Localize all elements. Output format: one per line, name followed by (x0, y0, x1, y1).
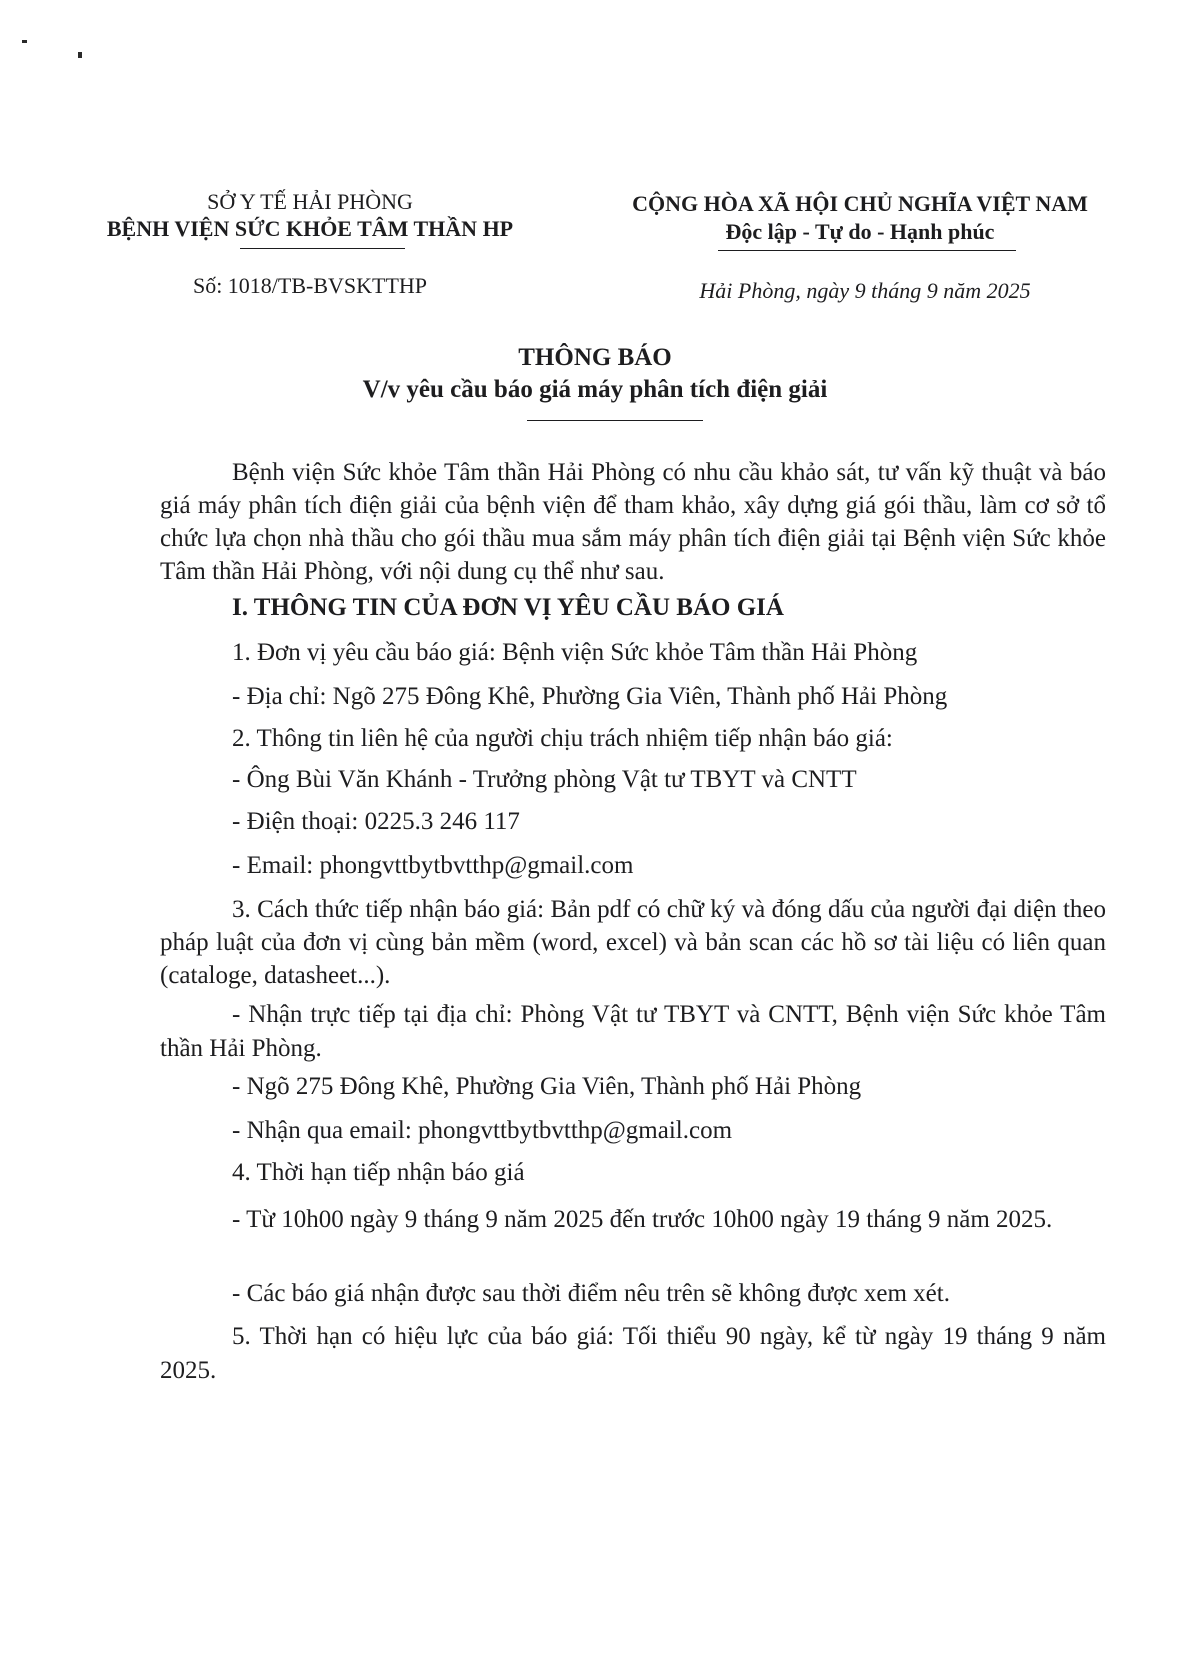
notice-subject: V/v yêu cầu báo giá máy phân tích điện giải (362, 376, 828, 403)
section-1-heading: I. THÔNG TIN CỦA ĐƠN VỊ YÊU CẦU BÁO GIÁ (232, 594, 784, 621)
hospital-name: BỆNH VIỆN SỨC KHỎE TÂM THẦN HP (106, 216, 514, 241)
notice-title: THÔNG BÁO (518, 344, 672, 371)
national-motto: Độc lập - Tự do - Hạnh phúc (725, 219, 995, 244)
place-date: Hải Phòng, ngày 9 tháng 9 năm 2025 (699, 278, 1031, 303)
agency-name: SỞ Y TẾ HẢI PHÒNG (207, 189, 413, 214)
item-3-email: - Nhận qua email: phongvttbytbvtthp@gmail.com (232, 1117, 733, 1144)
item-1-address: - Địa chỉ: Ngõ 275 Đông Khê, Phường Gia Viên, Thành phố Hải Phòng (232, 683, 948, 710)
item-2: 2. Thông tin liên hệ của người chịu trách nhiệm tiếp nhận báo giá: (232, 725, 893, 752)
item-2-email: - Email: phongvttbytbvtthp@gmail.com (232, 852, 634, 879)
item-1: 1. Đơn vị yêu cầu báo giá: Bệnh viện Sức khỏe Tâm thần Hải Phòng (232, 639, 918, 666)
title-divider (527, 420, 703, 421)
document-number: Số: 1018/TB-BVSKTTHP (192, 273, 428, 298)
intro-paragraph: Bệnh viện Sức khỏe Tâm thần Hải Phòng có nhu cầu khảo sát, tư vấn kỹ thuật và báo giá máy phân tích điện giải của bệnh viện để tham khảo, xây dựng giá gói thầu, làm cơ sở tổ chức lựa chọn nhà thầu cho gói thầu mua sắm máy phân tích điện giải tại Bệnh viện Sức khỏe Tâm thần Hải Phòng, với nội dung cụ thể như sau. (160, 459, 1106, 585)
item-5: 5. Thời hạn có hiệu lực của báo giá: Tối thiểu 90 ngày, kể từ ngày 19 tháng 9 năm 2025. (160, 1323, 1106, 1384)
item-3-direct: - Nhận trực tiếp tại địa chỉ: Phòng Vật tư TBYT và CNTT, Bệnh viện Sức khỏe Tâm thần Hải Phòng. (160, 1001, 1106, 1062)
item-4: 4. Thời hạn tiếp nhận báo giá (232, 1159, 525, 1186)
item-4-period: - Từ 10h00 ngày 9 tháng 9 năm 2025 đến trước 10h00 ngày 19 tháng 9 năm 2025. (232, 1206, 1053, 1233)
item-2-person: - Ông Bùi Văn Khánh - Trưởng phòng Vật tư TBYT và CNTT (232, 766, 857, 793)
left-header-divider (240, 248, 405, 249)
item-3-address: - Ngõ 275 Đông Khê, Phường Gia Viên, Thành phố Hải Phòng (232, 1073, 862, 1100)
scan-mark (78, 52, 82, 58)
right-header-divider (718, 250, 1016, 251)
item-4-note: - Các báo giá nhận được sau thời điểm nêu trên sẽ không được xem xét. (232, 1280, 950, 1307)
item-3: 3. Cách thức tiếp nhận báo giá: Bản pdf có chữ ký và đóng dấu của người đại diện theo pháp luật của đơn vị cùng bản mềm (word, excel) và bản scan các hồ sơ tài liệu có liên quan (cataloge, datasheet...). (160, 896, 1106, 989)
item-2-phone: - Điện thoại: 0225.3 246 117 (232, 808, 520, 835)
national-title: CỘNG HÒA XÃ HỘI CHỦ NGHĨA VIỆT NAM (632, 191, 1088, 216)
scan-mark (22, 40, 27, 43)
